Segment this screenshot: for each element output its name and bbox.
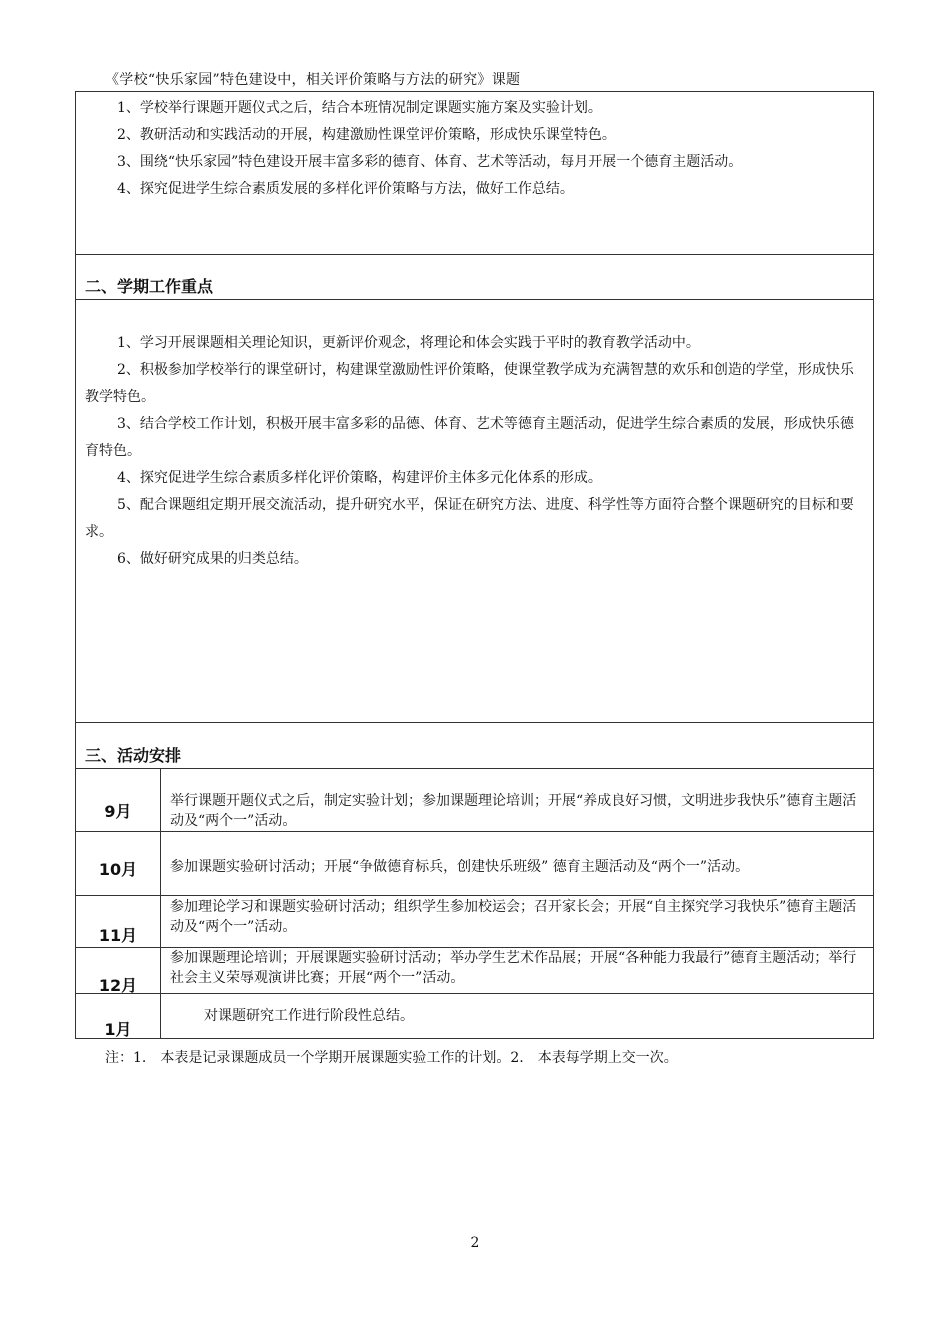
table-row: [75, 948, 874, 994]
activity-cell: 参加理论学习和课题实验研讨活动；组织学生参加校运会；召开家长会；开展“自主探究学习我快乐”德育主题活动及“两个一”活动。: [170, 899, 857, 935]
focus-item: 1、学习开展课题相关理论知识，更新评价观念，将理论和体会实践于平时的教育教学活动中。: [117, 335, 700, 351]
month-label: 12月: [98, 976, 138, 995]
activity-cell: 参加课题实验研讨活动；开展“争做德育标兵，创建快乐班级” 德育主题活动及“两个一”活动。: [170, 859, 750, 875]
table-row: [75, 994, 874, 1039]
page-number: 2: [470, 1235, 480, 1251]
month-cell: [76, 948, 161, 993]
table-row: [75, 832, 874, 896]
focus-item: 2、积极参加学校举行的课堂研讨，构建课堂激励性评价策略，使课堂教学成为充满智慧的欢乐和创造的学堂，形成快乐教学特色。: [85, 362, 854, 405]
plan-content-box: [75, 91, 874, 255]
month-label: 11月: [98, 926, 138, 945]
month-label: 1月: [104, 1020, 132, 1039]
month-cell: [76, 896, 161, 947]
activity-cell: 举行课题开题仪式之后，制定实验计划；参加课题理论培训；开展“养成良好习惯，文明进步我快乐”德育主题活动及“两个一”活动。: [170, 793, 857, 829]
table-row: [75, 769, 874, 832]
activity-cell: 对课题研究工作进行阶段性总结。: [204, 1008, 414, 1024]
section-title-focus: 二、学期工作重点: [85, 277, 214, 296]
month-label: 9月: [104, 802, 132, 821]
focus-item: 3、结合学校工作计划，积极开展丰富多彩的品德、体育、艺术等德育主题活动，促进学生综合素质的发展，形成快乐德育特色。: [85, 416, 854, 459]
focus-item: 6、做好研究成果的归类总结。: [117, 551, 308, 567]
focus-item: 4、探究促进学生综合素质多样化评价策略，构建评价主体多元化体系的形成。: [117, 470, 602, 486]
document-header-title: 《学校“快乐家园”特色建设中，相关评价策略与方法的研究》课题: [105, 72, 521, 88]
month-cell: [76, 832, 161, 895]
section-header-box: [75, 254, 874, 300]
section-header-box: [75, 722, 874, 769]
section-title-activities: 三、活动安排: [85, 746, 182, 765]
plan-item: 1、学校举行课题开题仪式之后，结合本班情况制定课题实施方案及实验计划。: [117, 100, 602, 116]
month-cell: [76, 994, 161, 1038]
focus-content-box: [75, 299, 874, 723]
plan-item: 3、围绕“快乐家园”特色建设开展丰富多彩的德育、体育、艺术等活动，每月开展一个德育主题活动。: [117, 154, 743, 170]
focus-item: 5、配合课题组定期开展交流活动，提升研究水平，保证在研究方法、进度、科学性等方面符合整个课题研究的目标和要求。: [85, 497, 854, 540]
month-label: 10月: [98, 860, 138, 879]
plan-item: 2、教研活动和实践活动的开展，构建激励性课堂评价策略，形成快乐课堂特色。: [117, 127, 616, 143]
table-row: [75, 896, 874, 948]
activity-cell: 参加课题理论培训；开展课题实验研讨活动；举办学生艺术作品展；开展“各种能力我最行”德育主题活动；举行社会主义荣辱观演讲比赛；开展“两个一”活动。: [170, 950, 857, 986]
plan-item: 4、探究促进学生综合素质发展的多样化评价策略与方法，做好工作总结。: [117, 181, 574, 197]
footnote: 注：1. 本表是记录课题成员一个学期开展课题实验工作的计划。2. 本表每学期上交一次。: [105, 1050, 678, 1066]
month-cell: [76, 769, 161, 831]
